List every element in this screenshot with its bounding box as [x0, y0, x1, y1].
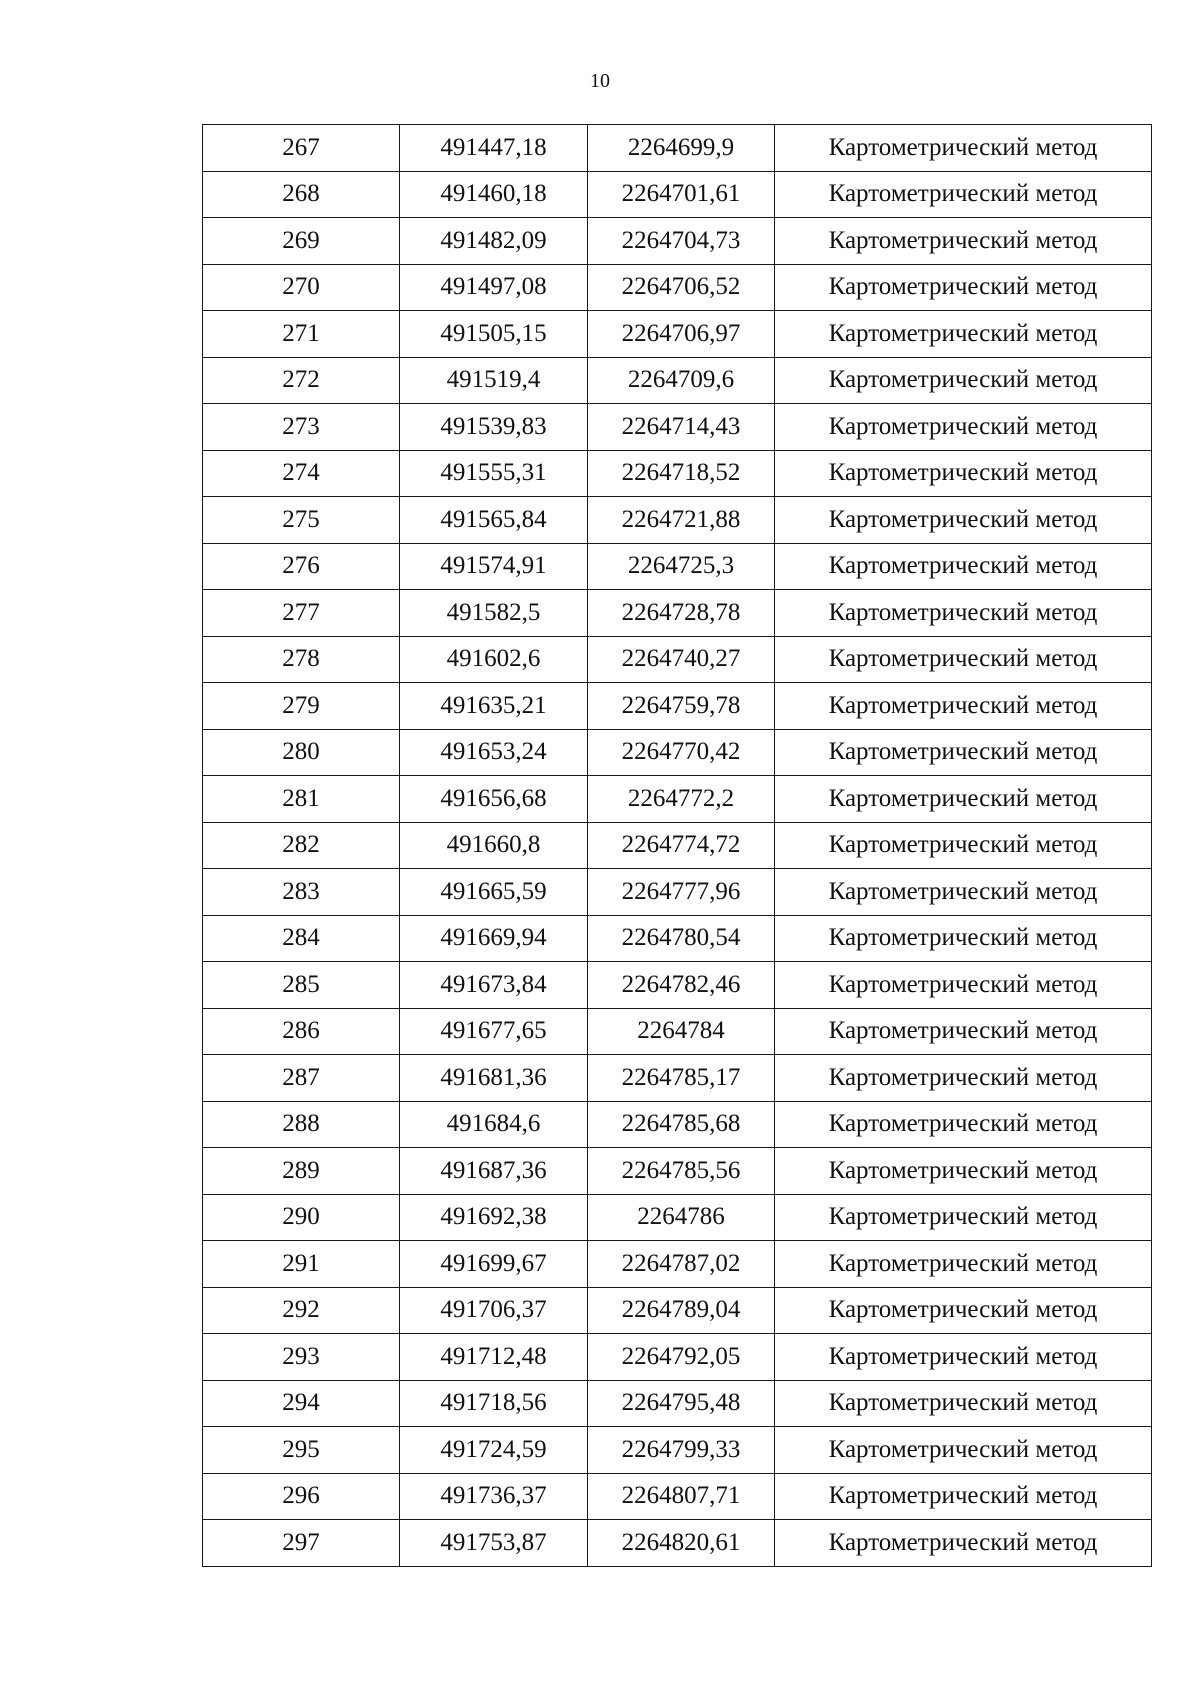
table-row — [203, 636, 1152, 683]
point-number-cell: 287 — [203, 1055, 400, 1102]
table-row — [203, 1101, 1152, 1148]
method-cell: Картометрический метод — [775, 1194, 1152, 1241]
y-coordinate-cell: 2264820,61 — [588, 1520, 775, 1567]
table-row — [203, 915, 1152, 962]
method-cell: Картометрический метод — [775, 729, 1152, 776]
table-row — [203, 1473, 1152, 1520]
table-row — [203, 311, 1152, 358]
x-coordinate-cell: 491653,24 — [400, 729, 588, 776]
table-row — [203, 1194, 1152, 1241]
y-coordinate-cell: 2264799,33 — [588, 1427, 775, 1474]
point-number-cell: 290 — [203, 1194, 400, 1241]
y-coordinate-cell: 2264721,88 — [588, 497, 775, 544]
x-coordinate-cell: 491673,84 — [400, 962, 588, 1009]
x-coordinate-cell: 491505,15 — [400, 311, 588, 358]
point-number-cell: 295 — [203, 1427, 400, 1474]
y-coordinate-cell: 2264701,61 — [588, 171, 775, 218]
table-row — [203, 543, 1152, 590]
x-coordinate-cell: 491497,08 — [400, 264, 588, 311]
x-coordinate-cell: 491692,38 — [400, 1194, 588, 1241]
point-number-cell: 277 — [203, 590, 400, 637]
table-row — [203, 729, 1152, 776]
x-coordinate-cell: 491706,37 — [400, 1287, 588, 1334]
x-coordinate-cell: 491555,31 — [400, 450, 588, 497]
y-coordinate-cell: 2264704,73 — [588, 218, 775, 265]
y-coordinate-cell: 2264714,43 — [588, 404, 775, 451]
point-number-cell: 281 — [203, 776, 400, 823]
table-row — [203, 776, 1152, 823]
x-coordinate-cell: 491482,09 — [400, 218, 588, 265]
method-cell: Картометрический метод — [775, 404, 1152, 451]
point-number-cell: 278 — [203, 636, 400, 683]
table-row — [203, 1008, 1152, 1055]
y-coordinate-cell: 2264725,3 — [588, 543, 775, 590]
x-coordinate-cell: 491574,91 — [400, 543, 588, 590]
table-row — [203, 1241, 1152, 1288]
method-cell: Картометрический метод — [775, 1241, 1152, 1288]
y-coordinate-cell: 2264785,56 — [588, 1148, 775, 1195]
point-number-cell: 286 — [203, 1008, 400, 1055]
x-coordinate-cell: 491718,56 — [400, 1380, 588, 1427]
table-row — [203, 1055, 1152, 1102]
x-coordinate-cell: 491681,36 — [400, 1055, 588, 1102]
table-row — [203, 1334, 1152, 1381]
method-cell: Картометрический метод — [775, 1101, 1152, 1148]
method-cell: Картометрический метод — [775, 543, 1152, 590]
method-cell: Картометрический метод — [775, 1287, 1152, 1334]
x-coordinate-cell: 491687,36 — [400, 1148, 588, 1195]
table-row — [203, 590, 1152, 637]
method-cell: Картометрический метод — [775, 636, 1152, 683]
x-coordinate-cell: 491635,21 — [400, 683, 588, 730]
point-number-cell: 269 — [203, 218, 400, 265]
x-coordinate-cell: 491736,37 — [400, 1473, 588, 1520]
point-number-cell: 271 — [203, 311, 400, 358]
table-row — [203, 1287, 1152, 1334]
method-cell: Картометрический метод — [775, 1055, 1152, 1102]
point-number-cell: 292 — [203, 1287, 400, 1334]
table-row — [203, 357, 1152, 404]
x-coordinate-cell: 491753,87 — [400, 1520, 588, 1567]
y-coordinate-cell: 2264706,97 — [588, 311, 775, 358]
y-coordinate-cell: 2264759,78 — [588, 683, 775, 730]
table-row — [203, 125, 1152, 172]
coordinates-table — [202, 124, 1152, 1567]
y-coordinate-cell: 2264699,9 — [588, 125, 775, 172]
table-row — [203, 497, 1152, 544]
table-row — [203, 404, 1152, 451]
y-coordinate-cell: 2264786 — [588, 1194, 775, 1241]
point-number-cell: 294 — [203, 1380, 400, 1427]
point-number-cell: 267 — [203, 125, 400, 172]
method-cell: Картометрический метод — [775, 125, 1152, 172]
method-cell: Картометрический метод — [775, 311, 1152, 358]
y-coordinate-cell: 2264718,52 — [588, 450, 775, 497]
coordinates-table-body — [203, 125, 1152, 1567]
method-cell: Картометрический метод — [775, 590, 1152, 637]
point-number-cell: 279 — [203, 683, 400, 730]
table-row — [203, 218, 1152, 265]
y-coordinate-cell: 2264789,04 — [588, 1287, 775, 1334]
x-coordinate-cell: 491539,83 — [400, 404, 588, 451]
point-number-cell: 285 — [203, 962, 400, 1009]
x-coordinate-cell: 491677,65 — [400, 1008, 588, 1055]
method-cell: Картометрический метод — [775, 1008, 1152, 1055]
table-row — [203, 1520, 1152, 1567]
y-coordinate-cell: 2264782,46 — [588, 962, 775, 1009]
x-coordinate-cell: 491712,48 — [400, 1334, 588, 1381]
point-number-cell: 280 — [203, 729, 400, 776]
y-coordinate-cell: 2264774,72 — [588, 822, 775, 869]
table-row — [203, 450, 1152, 497]
table-row — [203, 683, 1152, 730]
x-coordinate-cell: 491660,8 — [400, 822, 588, 869]
y-coordinate-cell: 2264772,2 — [588, 776, 775, 823]
point-number-cell: 288 — [203, 1101, 400, 1148]
x-coordinate-cell: 491669,94 — [400, 915, 588, 962]
y-coordinate-cell: 2264785,68 — [588, 1101, 775, 1148]
x-coordinate-cell: 491460,18 — [400, 171, 588, 218]
point-number-cell: 270 — [203, 264, 400, 311]
x-coordinate-cell: 491519,4 — [400, 357, 588, 404]
method-cell: Картометрический метод — [775, 1334, 1152, 1381]
table-row — [203, 822, 1152, 869]
method-cell: Картометрический метод — [775, 450, 1152, 497]
y-coordinate-cell: 2264785,17 — [588, 1055, 775, 1102]
table-row — [203, 171, 1152, 218]
method-cell: Картометрический метод — [775, 869, 1152, 916]
point-number-cell: 297 — [203, 1520, 400, 1567]
point-number-cell: 289 — [203, 1148, 400, 1195]
point-number-cell: 268 — [203, 171, 400, 218]
table-row — [203, 1427, 1152, 1474]
y-coordinate-cell: 2264784 — [588, 1008, 775, 1055]
method-cell: Картометрический метод — [775, 1473, 1152, 1520]
x-coordinate-cell: 491602,6 — [400, 636, 588, 683]
method-cell: Картометрический метод — [775, 822, 1152, 869]
point-number-cell: 276 — [203, 543, 400, 590]
x-coordinate-cell: 491656,68 — [400, 776, 588, 823]
y-coordinate-cell: 2264795,48 — [588, 1380, 775, 1427]
method-cell: Картометрический метод — [775, 776, 1152, 823]
method-cell: Картометрический метод — [775, 1520, 1152, 1567]
x-coordinate-cell: 491565,84 — [400, 497, 588, 544]
y-coordinate-cell: 2264770,42 — [588, 729, 775, 776]
x-coordinate-cell: 491582,5 — [400, 590, 588, 637]
y-coordinate-cell: 2264777,96 — [588, 869, 775, 916]
method-cell: Картометрический метод — [775, 218, 1152, 265]
table-row — [203, 1148, 1152, 1195]
method-cell: Картометрический метод — [775, 497, 1152, 544]
y-coordinate-cell: 2264706,52 — [588, 264, 775, 311]
point-number-cell: 296 — [203, 1473, 400, 1520]
method-cell: Картометрический метод — [775, 1148, 1152, 1195]
method-cell: Картометрический метод — [775, 962, 1152, 1009]
method-cell: Картометрический метод — [775, 915, 1152, 962]
x-coordinate-cell: 491699,67 — [400, 1241, 588, 1288]
y-coordinate-cell: 2264709,6 — [588, 357, 775, 404]
point-number-cell: 284 — [203, 915, 400, 962]
method-cell: Картометрический метод — [775, 683, 1152, 730]
method-cell: Картометрический метод — [775, 357, 1152, 404]
y-coordinate-cell: 2264740,27 — [588, 636, 775, 683]
method-cell: Картометрический метод — [775, 1380, 1152, 1427]
method-cell: Картометрический метод — [775, 264, 1152, 311]
table-row — [203, 962, 1152, 1009]
y-coordinate-cell: 2264780,54 — [588, 915, 775, 962]
y-coordinate-cell: 2264787,02 — [588, 1241, 775, 1288]
method-cell: Картометрический метод — [775, 1427, 1152, 1474]
table-row — [203, 869, 1152, 916]
point-number-cell: 291 — [203, 1241, 400, 1288]
x-coordinate-cell: 491724,59 — [400, 1427, 588, 1474]
table-row — [203, 1380, 1152, 1427]
x-coordinate-cell: 491684,6 — [400, 1101, 588, 1148]
y-coordinate-cell: 2264792,05 — [588, 1334, 775, 1381]
point-number-cell: 282 — [203, 822, 400, 869]
table-row — [203, 264, 1152, 311]
y-coordinate-cell: 2264728,78 — [588, 590, 775, 637]
x-coordinate-cell: 491447,18 — [400, 125, 588, 172]
point-number-cell: 293 — [203, 1334, 400, 1381]
page-number: 10 — [590, 70, 610, 92]
point-number-cell: 283 — [203, 869, 400, 916]
point-number-cell: 275 — [203, 497, 400, 544]
y-coordinate-cell: 2264807,71 — [588, 1473, 775, 1520]
x-coordinate-cell: 491665,59 — [400, 869, 588, 916]
point-number-cell: 272 — [203, 357, 400, 404]
point-number-cell: 274 — [203, 450, 400, 497]
method-cell: Картометрический метод — [775, 171, 1152, 218]
point-number-cell: 273 — [203, 404, 400, 451]
